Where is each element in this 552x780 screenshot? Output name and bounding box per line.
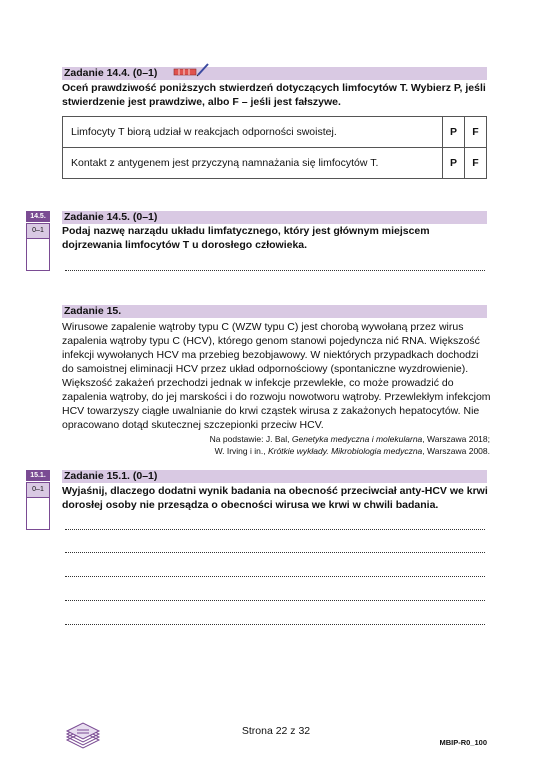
task-15-1-title: Zadanie 15.1. (0–1) [64, 470, 158, 482]
task-14-5-points: 0–1 [27, 224, 49, 239]
answer-f-option[interactable]: F [465, 148, 487, 179]
task-14-4-instruction: Oceń prawdziwość poniższych stwierdzeń dotyczących limfocytów T. Wybierz P, jeśli stwierdzenie jest prawdziwe, albo F – jeśli jest fałszywe. [62, 82, 486, 108]
task-15-1-score-box[interactable] [26, 482, 50, 530]
task-14-5-score-box[interactable] [26, 223, 50, 271]
answer-line[interactable] [65, 576, 485, 577]
task-14-4-title: Zadanie 14.4. (0–1) [64, 67, 158, 79]
answer-p-option[interactable]: P [443, 148, 465, 179]
answer-p-option[interactable]: P [443, 117, 465, 148]
task-14-5-instruction: Podaj nazwę narządu układu limfatycznego, który jest głównym miejscem dojrzewania limfocytów T u dorosłego człowieka. [62, 225, 430, 251]
source-citation [210, 433, 490, 457]
source-line-2: W. Irving i in., Krótkie wykłady. Mikrobiologia medyczna, Warszawa 2008. [214, 446, 490, 456]
task-14-5-number-badge: 14.5. [26, 211, 50, 222]
task-14-5-title: Zadanie 14.5. (0–1) [64, 211, 158, 223]
table-row [63, 117, 487, 148]
task-15-header-bar [62, 305, 487, 318]
answer-line[interactable] [65, 552, 485, 553]
task-15-1-instruction: Wyjaśnij, dlaczego dodatni wynik badania na obecność przeciwciał anty-HCV we krwi dorosłej osoby nie przesądza o obecności wirusa we krwi w chwili badania. [62, 485, 488, 511]
true-false-table [62, 116, 487, 179]
answer-line[interactable] [65, 529, 485, 530]
statement-cell: Limfocyty T biorą udział w reakcjach odporności swoistej. [63, 117, 443, 148]
statement-cell: Kontakt z antygenem jest przyczyną namnażania się limfocytów T. [63, 148, 443, 179]
pencil-icon [172, 62, 212, 83]
task-15-text: Wirusowe zapalenie wątroby typu C (WZW typu C) jest chorobą wywołaną przez wirus zapalenia wątroby typu C (HCV), którego genom stanowi pojedyncza nić RNA. Większość infekcji wywołanych HCV ma przebieg bezobjawowy. W niektórych przypadkach dochodzi do samoistnej eliminacji HCV przez układ odpornościowy (spontaniczne wyzdrowienie). Większość zakażeń przechodzi jednak w infekcje przewlekłe, co może prowadzić do zapalenia wątroby, do jej marskości i do rozwoju nowotworu wątroby. Przewlekłym infekcjom HCV towarzyszy ciągłe uwalnianie do krwi cząstek wirusa z zakażonych hepatocytów. Nie opracowano dotąd skutecznej szczepionki przeciw HCV. [62, 321, 491, 431]
answer-line[interactable] [65, 624, 485, 625]
answer-line[interactable] [65, 270, 485, 271]
answer-line[interactable] [65, 600, 485, 601]
answer-f-option[interactable]: F [465, 117, 487, 148]
task-15-1-points: 0–1 [27, 483, 49, 498]
task-15-1-number-badge: 15.1. [26, 470, 50, 481]
exam-code: MBIP-R0_100 [439, 738, 487, 747]
task-15-title: Zadanie 15. [64, 305, 122, 317]
source-line-1: Na podstawie: J. Bal, Genetyka medyczna i molekularna, Warszawa 2018; [209, 434, 490, 444]
page-number: Strona 22 z 32 [241, 725, 311, 737]
table-row [63, 148, 487, 179]
